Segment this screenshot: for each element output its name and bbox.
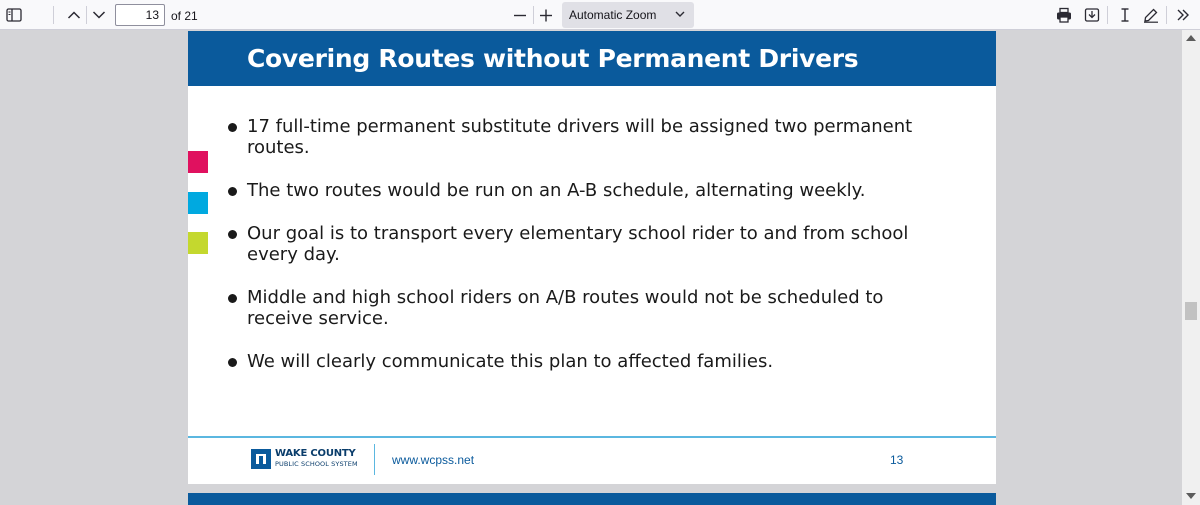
zoom-out-button[interactable] [508, 3, 532, 27]
logo-line2: PUBLIC SCHOOL SYSTEM [275, 460, 358, 468]
logo-line1: WAKE COUNTY [275, 448, 356, 459]
zoom-select[interactable] [562, 2, 694, 28]
text-tool-icon [1118, 7, 1132, 23]
footer-vertical-divider [374, 444, 375, 475]
bullet-item [228, 287, 928, 329]
wcpss-logo-icon [251, 449, 271, 469]
bullet-item [228, 116, 928, 158]
scroll-up-icon[interactable] [1186, 35, 1196, 41]
bullet-list [228, 116, 928, 394]
pdf-page [188, 31, 996, 484]
bullet-item [228, 223, 928, 265]
scrollbar-thumb[interactable] [1185, 302, 1197, 320]
bullet-dot-icon [228, 358, 237, 367]
logo-text [275, 449, 358, 469]
draw-icon [1143, 7, 1159, 23]
wcpss-logo [251, 449, 358, 469]
toolbar-divider [1166, 6, 1167, 24]
page-number-input[interactable] [115, 4, 165, 26]
next-pdf-page-header [188, 493, 996, 505]
tools-menu-button[interactable] [1171, 3, 1195, 27]
text-tool-button[interactable] [1113, 3, 1137, 27]
bullet-dot-icon [228, 230, 237, 239]
download-icon [1084, 7, 1100, 23]
bullet-dot-icon [228, 123, 237, 132]
slide-page-number: 13 [890, 453, 904, 467]
chevron-down-icon [674, 8, 686, 20]
previous-page-icon [67, 10, 81, 20]
pdf-toolbar [0, 0, 1200, 30]
page-count-label: of 21 [171, 9, 198, 23]
sidebar-toggle-button[interactable] [2, 3, 26, 27]
bullet-item [228, 351, 928, 372]
previous-page-button[interactable] [62, 3, 86, 27]
accent-square-lime [188, 232, 208, 254]
zoom-in-button[interactable] [534, 3, 558, 27]
next-page-icon [92, 10, 106, 20]
zoom-out-icon [513, 8, 527, 22]
scroll-down-icon[interactable] [1186, 493, 1196, 499]
print-icon [1056, 7, 1072, 23]
bullet-item [228, 180, 928, 201]
toolbar-divider [1107, 6, 1108, 24]
bullet-text: 17 full-time permanent substitute drivers will be assigned two permanent routes. [247, 116, 913, 158]
toolbar-divider [53, 6, 54, 24]
bullet-dot-icon [228, 187, 237, 196]
zoom-select-value: Automatic Zoom [569, 8, 657, 22]
vertical-scrollbar[interactable] [1182, 30, 1200, 505]
draw-button[interactable] [1139, 3, 1163, 27]
bullet-dot-icon [228, 294, 237, 303]
slide-title: Covering Routes without Permanent Drivers [247, 44, 859, 73]
slide-header-band [188, 31, 996, 86]
bullet-text: Our goal is to transport every elementary school rider to and from school every day. [247, 223, 909, 265]
zoom-in-icon [539, 8, 553, 22]
accent-square-magenta [188, 151, 208, 173]
download-button[interactable] [1080, 3, 1104, 27]
footer-divider-line [188, 436, 996, 438]
bullet-text: We will clearly communicate this plan to affected families. [247, 351, 774, 372]
print-button[interactable] [1052, 3, 1076, 27]
footer-url: www.wcpss.net [392, 453, 475, 467]
next-page-button[interactable] [87, 3, 111, 27]
sidebar-toggle-icon [6, 8, 22, 22]
bullet-text: Middle and high school riders on A/B routes would not be scheduled to receive service. [247, 287, 884, 329]
accent-square-cyan [188, 192, 208, 214]
bullet-text: The two routes would be run on an A-B schedule, alternating weekly. [247, 180, 866, 201]
tools-menu-icon [1176, 8, 1190, 22]
